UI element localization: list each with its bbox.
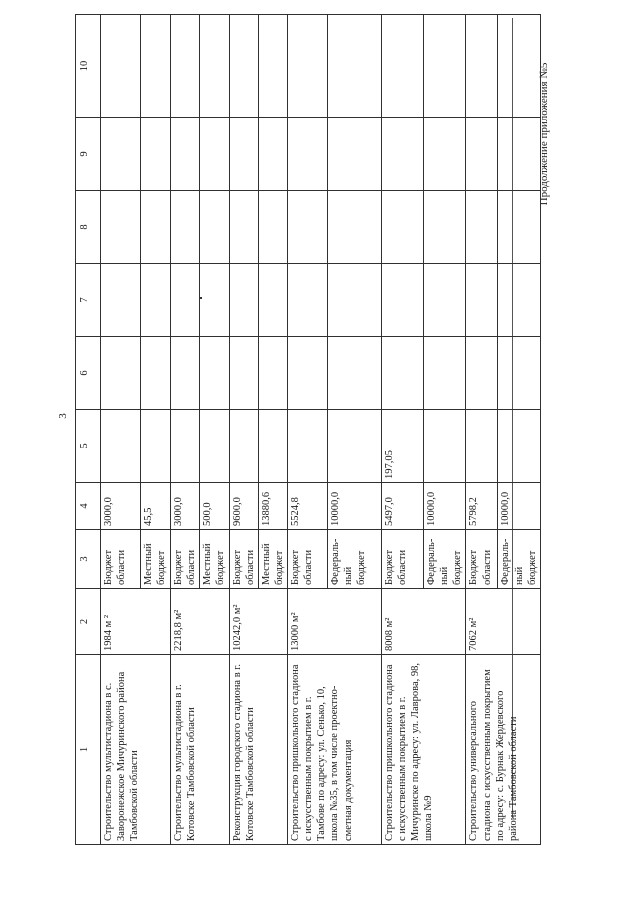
- empty-cell: [466, 191, 498, 264]
- funding-source-cell: Бюджет области: [288, 530, 328, 589]
- funding-source-cell: Местный бюджет: [258, 530, 287, 589]
- amount-cell: 5798,2: [466, 483, 498, 530]
- empty-cell: [466, 264, 498, 337]
- empty-cell: [171, 118, 200, 191]
- col5-cell: [229, 410, 258, 483]
- funding-source-cell: Федераль-ный бюджет: [498, 530, 540, 589]
- project-area-cell: 10242,0 м²: [229, 589, 288, 655]
- empty-cell: [498, 337, 540, 410]
- empty-cell: [382, 15, 424, 118]
- empty-cell: [258, 118, 287, 191]
- column-header: 9: [76, 118, 101, 191]
- empty-cell: [141, 337, 171, 410]
- project-name-cell: Строительство пришкольного стадиона с искусственным покрытием в г. Мичуринске по адресу: ул. Лаврова, 98, школа №9: [382, 655, 466, 845]
- empty-cell: [171, 337, 200, 410]
- column-header: 4: [76, 483, 101, 530]
- empty-cell: [382, 337, 424, 410]
- empty-cell: [424, 337, 466, 410]
- empty-cell: [288, 337, 328, 410]
- table-row: [382, 15, 424, 845]
- empty-cell: [328, 118, 382, 191]
- empty-cell: [229, 15, 258, 118]
- empty-cell: [101, 337, 141, 410]
- empty-cell: [328, 191, 382, 264]
- empty-cell: [229, 191, 258, 264]
- empty-cell: [200, 15, 229, 118]
- funding-source-cell: Бюджет области: [171, 530, 200, 589]
- table-row: [229, 15, 258, 845]
- amount-cell: 3000,0: [101, 483, 141, 530]
- col5-cell: [328, 410, 382, 483]
- empty-cell: [101, 15, 141, 118]
- amount-cell: 3000,0: [171, 483, 200, 530]
- project-name-cell: Строительство мультистадиона в с. Заворонежское Мичуринского района Тамбовской области: [101, 655, 171, 845]
- empty-cell: [258, 264, 287, 337]
- amount-cell: 10000,0: [498, 483, 540, 530]
- column-header: 10: [76, 15, 101, 118]
- appendix-title: Продолжение приложения №5: [538, 62, 550, 206]
- amount-cell: 500,0: [200, 483, 229, 530]
- column-header: 3: [76, 530, 101, 589]
- funding-source-cell: Федераль-ный бюджет: [424, 530, 466, 589]
- column-header: 5: [76, 410, 101, 483]
- table-row: [101, 15, 141, 845]
- project-area-cell: 1984 м ²: [101, 589, 171, 655]
- empty-cell: [466, 337, 498, 410]
- col5-cell: [171, 410, 200, 483]
- project-area-cell: 13000 м²: [288, 589, 382, 655]
- empty-cell: [141, 15, 171, 118]
- empty-cell: [229, 118, 258, 191]
- funding-source-cell: Бюджет области: [466, 530, 498, 589]
- empty-cell: [382, 118, 424, 191]
- empty-cell: [258, 191, 287, 264]
- table-row: [171, 15, 200, 845]
- project-area-cell: 2218,8 м²: [171, 589, 230, 655]
- empty-cell: [424, 118, 466, 191]
- empty-cell: [328, 337, 382, 410]
- empty-cell: [101, 191, 141, 264]
- empty-cell: [200, 264, 229, 337]
- project-area-cell: 8008 м²: [382, 589, 466, 655]
- funding-source-cell: Бюджет области: [229, 530, 258, 589]
- empty-cell: [424, 15, 466, 118]
- empty-cell: [288, 264, 328, 337]
- table-row: [466, 15, 498, 845]
- empty-cell: [288, 191, 328, 264]
- col5-cell: [200, 410, 229, 483]
- column-header: 7: [76, 264, 101, 337]
- empty-cell: [466, 118, 498, 191]
- funding-source-cell: Федераль-ный бюджет: [328, 530, 382, 589]
- empty-cell: [171, 264, 200, 337]
- amount-cell: 13880,6: [258, 483, 287, 530]
- empty-cell: [101, 264, 141, 337]
- empty-cell: [141, 118, 171, 191]
- project-name-cell: Строительство мультистадиона в г. Котовске Тамбовской области: [171, 655, 230, 845]
- empty-cell: [424, 191, 466, 264]
- col5-cell: [141, 410, 171, 483]
- empty-cell: [498, 15, 540, 118]
- col5-cell: [258, 410, 287, 483]
- column-header: 1: [76, 655, 101, 845]
- empty-cell: [200, 118, 229, 191]
- project-name-cell: Реконструкция городского стадиона в г. Котовске Тамбовской области: [229, 655, 288, 845]
- amount-cell: 9600,0: [229, 483, 258, 530]
- empty-cell: [288, 118, 328, 191]
- amount-cell: 10000,0: [424, 483, 466, 530]
- funding-source-cell: Местный бюджет: [141, 530, 171, 589]
- empty-cell: [171, 15, 200, 118]
- column-header: 8: [76, 191, 101, 264]
- project-name-cell: Строительство пришкольного стадиона с искусственным покрытием в г. Тамбове по адресу: ул. Сенько, 10, школа №35, в том числе проектно-сметная документация: [288, 655, 382, 845]
- amount-cell: 10000,0: [328, 483, 382, 530]
- empty-cell: [466, 15, 498, 118]
- page-number: 3: [56, 413, 69, 419]
- funding-source-cell: Местный бюджет: [200, 530, 229, 589]
- amount-cell: 5524,8: [288, 483, 328, 530]
- column-header: 6: [76, 337, 101, 410]
- empty-cell: [424, 264, 466, 337]
- amount-cell: 45,5: [141, 483, 171, 530]
- project-name-cell: Строительство универсального стадиона с искусственным покрытием по адресу: с. Бурнак Жердевского района Тамбовской области: [466, 655, 540, 845]
- empty-cell: [141, 191, 171, 264]
- rotated-table-container: [75, 15, 538, 845]
- col5-cell: [288, 410, 328, 483]
- empty-cell: [258, 337, 287, 410]
- empty-cell: [382, 191, 424, 264]
- empty-cell: [200, 191, 229, 264]
- project-area-cell: 7062 м²: [466, 589, 540, 655]
- col5-cell: [101, 410, 141, 483]
- header-row: [76, 15, 101, 845]
- funding-source-cell: Бюджет области: [382, 530, 424, 589]
- empty-cell: [229, 337, 258, 410]
- empty-cell: [258, 15, 287, 118]
- empty-cell: [171, 191, 200, 264]
- empty-cell: [498, 191, 540, 264]
- empty-cell: [288, 15, 328, 118]
- empty-cell: [328, 264, 382, 337]
- amount-cell: 5497,0: [382, 483, 424, 530]
- appendix-table: [75, 14, 541, 845]
- col5-cell: [498, 410, 540, 483]
- empty-cell: [141, 264, 171, 337]
- col5-cell: [424, 410, 466, 483]
- empty-cell: [200, 337, 229, 410]
- empty-cell: [229, 264, 258, 337]
- table-row: [288, 15, 328, 845]
- funding-source-cell: Бюджет области: [101, 530, 141, 589]
- empty-cell: [498, 264, 540, 337]
- column-header: 2: [76, 589, 101, 655]
- empty-cell: [498, 118, 540, 191]
- empty-cell: [382, 264, 424, 337]
- empty-cell: [328, 15, 382, 118]
- col5-cell: 197,05: [382, 410, 424, 483]
- empty-cell: [101, 118, 141, 191]
- col5-cell: [466, 410, 498, 483]
